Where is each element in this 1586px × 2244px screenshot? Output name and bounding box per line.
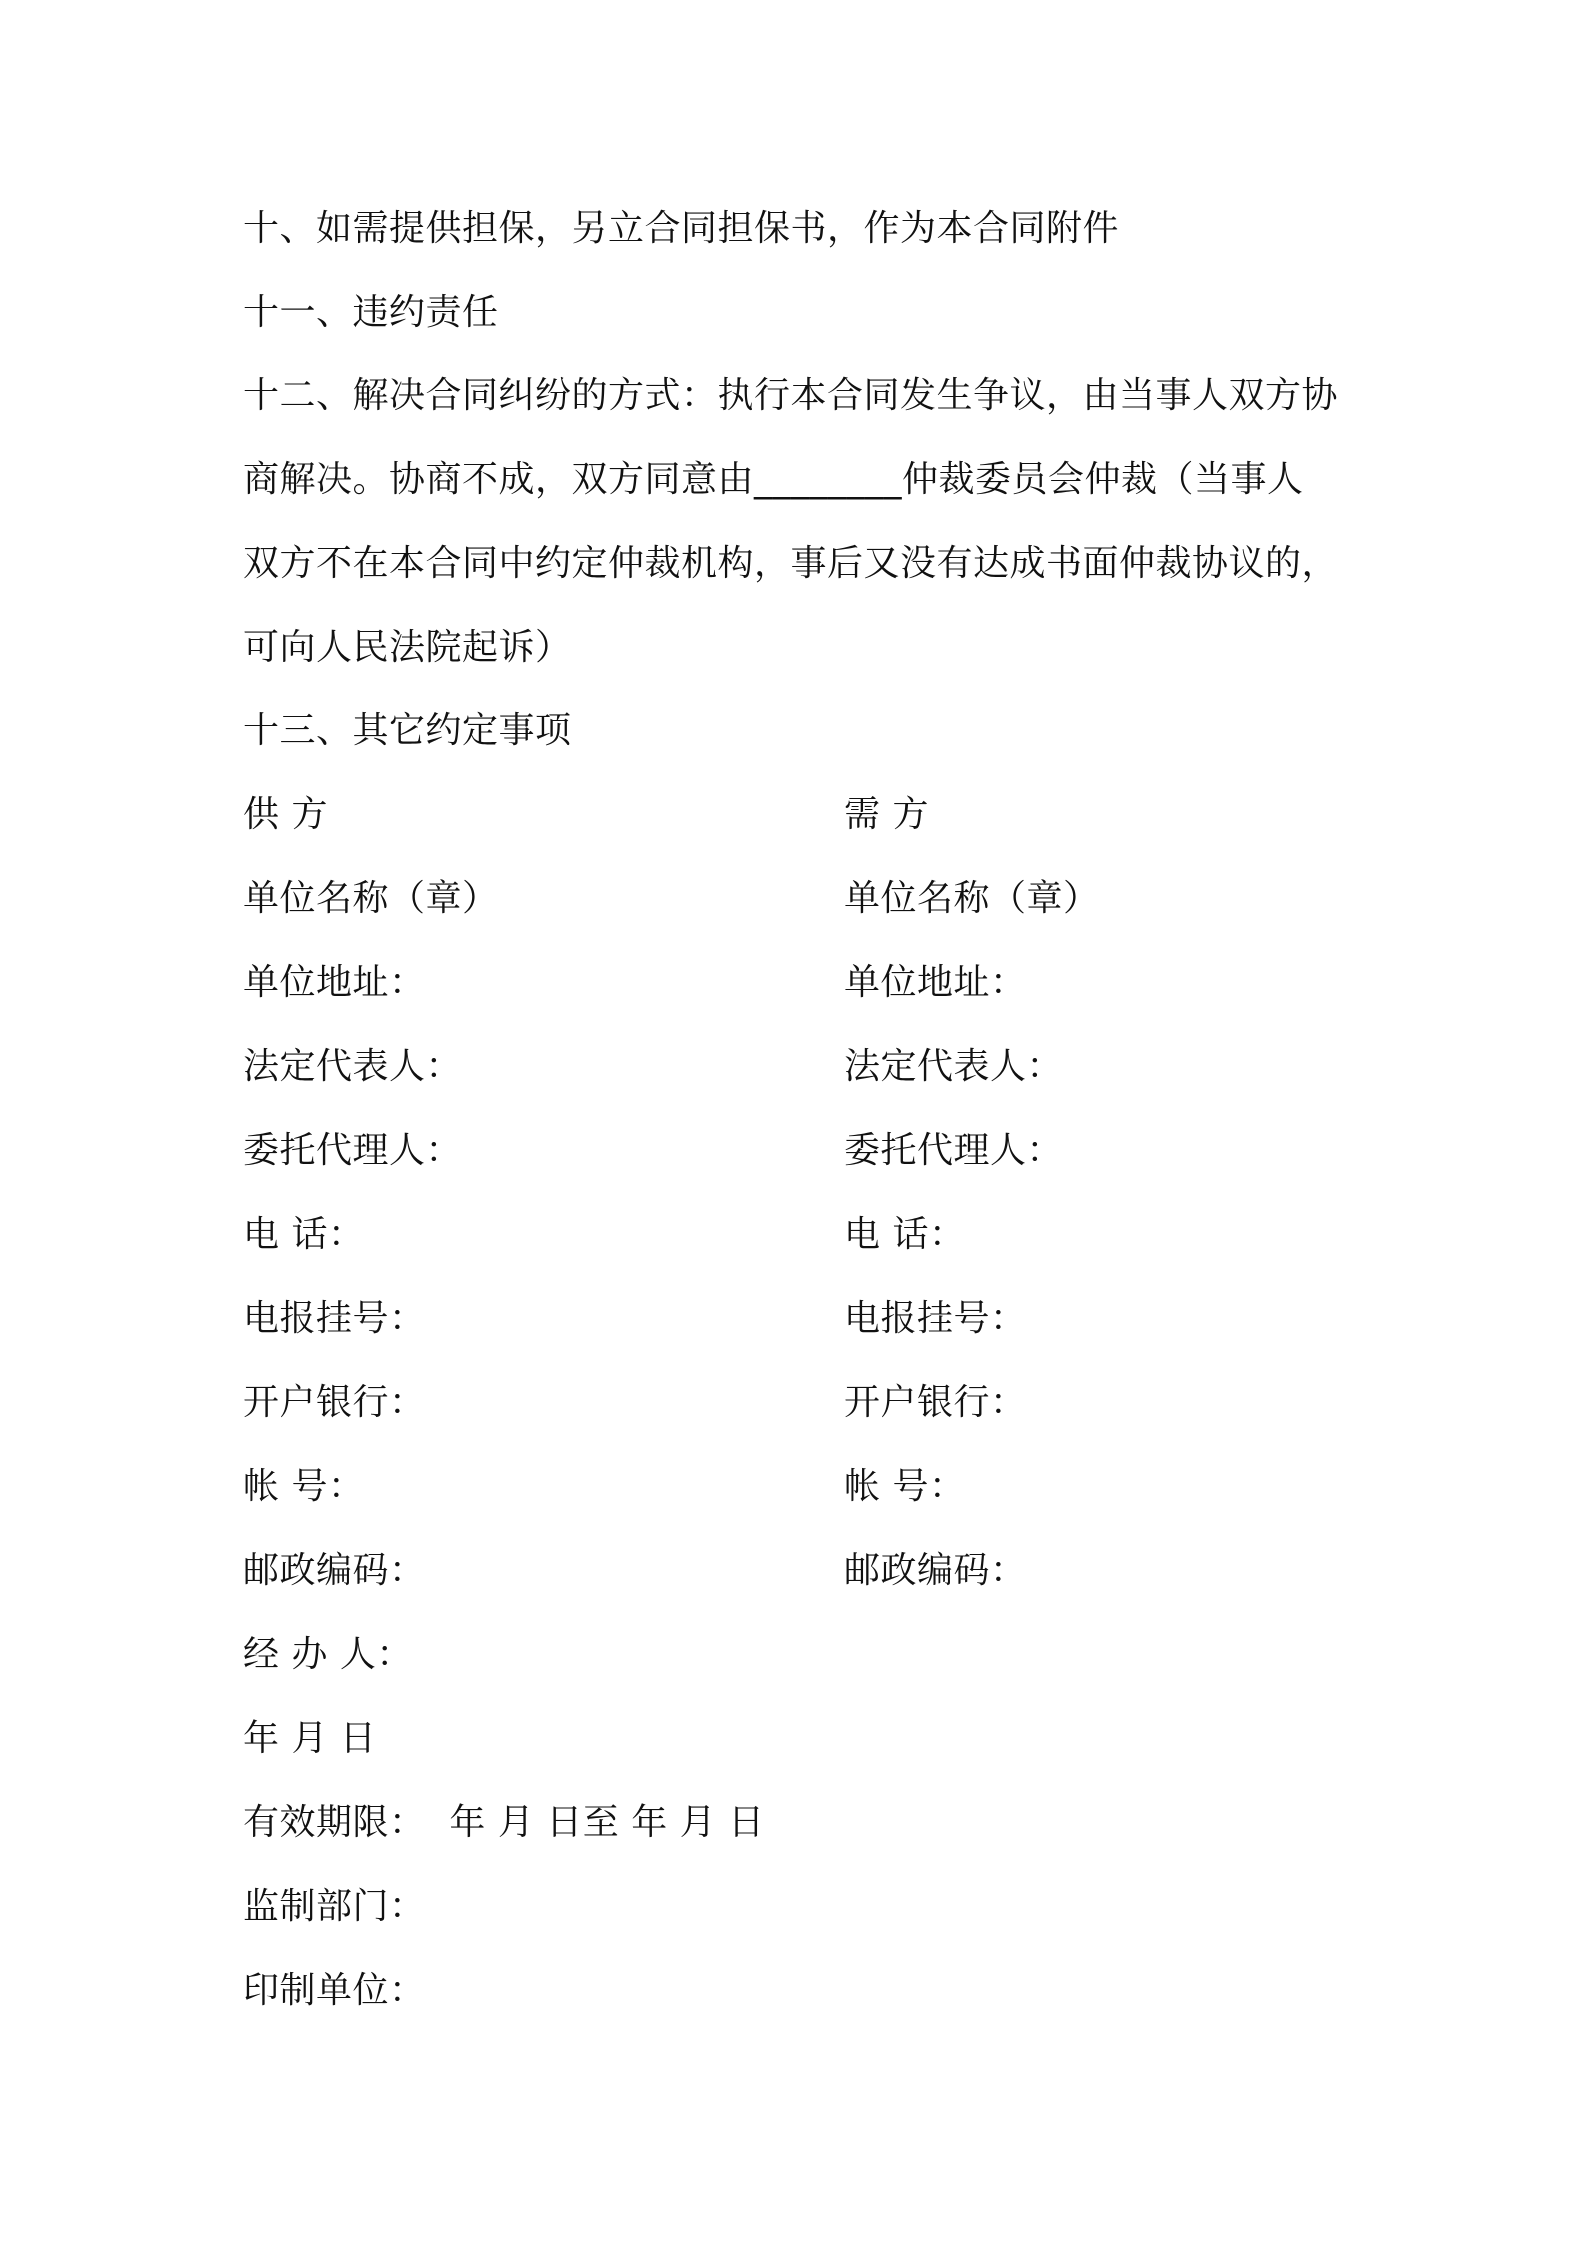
buyer-telegraph: 电报挂号：: [844, 1298, 1027, 1339]
buyer-legal-rep: 法定代表人：: [844, 1046, 1064, 1087]
clause-11: 十一、违约责任: [243, 292, 499, 333]
clause-12-line-1: 十二、解决合同纠纷的方式：执行本合同发生争议，由当事人双方协: [243, 375, 1339, 416]
supplier-address: 单位地址：: [243, 962, 426, 1003]
buyer-address: 单位地址：: [844, 962, 1027, 1003]
clause-13: 十三、其它约定事项: [243, 710, 572, 751]
clause-12: [243, 354, 1363, 690]
supplier-phone: 电 话：: [243, 1214, 365, 1255]
buyer-postcode: 邮政编码：: [844, 1550, 1027, 1591]
clause-10: 十、如需提供担保，另立合同担保书，作为本合同附件: [243, 208, 1120, 249]
printer-field: 印制单位：: [243, 1970, 426, 2011]
supplier-postcode: 邮政编码：: [243, 1550, 426, 1591]
supplier-heading: 供 方: [243, 794, 328, 835]
buyer-agent: 委托代理人：: [844, 1130, 1064, 1171]
supervisor-field: 监制部门：: [243, 1886, 426, 1927]
supplier-telegraph: 电报挂号：: [243, 1298, 426, 1339]
clause-12-line-4: 可向人民法院起诉）: [243, 627, 572, 668]
buyer-heading: 需 方: [844, 794, 929, 835]
handler-field: 经 办 人：: [243, 1634, 413, 1675]
supplier-account: 帐 号：: [243, 1466, 365, 1507]
clause-12-line-2: 商解决。协商不成，双方同意由________仲裁委员会仲裁（当事人: [243, 459, 1304, 500]
buyer-bank: 开户银行：: [844, 1382, 1027, 1423]
supplier-bank: 开户银行：: [243, 1382, 426, 1423]
buyer-name: 单位名称（章）: [844, 878, 1100, 919]
date-field: 年 月 日: [243, 1718, 377, 1759]
buyer-account: 帐 号：: [844, 1466, 966, 1507]
supplier-agent: 委托代理人：: [243, 1130, 463, 1171]
buyer-phone: 电 话：: [844, 1214, 966, 1255]
validity-field: 有效期限： 年 月 日至 年 月 日: [243, 1802, 765, 1843]
supplier-legal-rep: 法定代表人：: [243, 1046, 463, 1087]
supplier-name: 单位名称（章）: [243, 878, 499, 919]
clause-12-line-3: 双方不在本合同中约定仲裁机构，事后又没有达成书面仲裁协议的，: [243, 543, 1339, 584]
